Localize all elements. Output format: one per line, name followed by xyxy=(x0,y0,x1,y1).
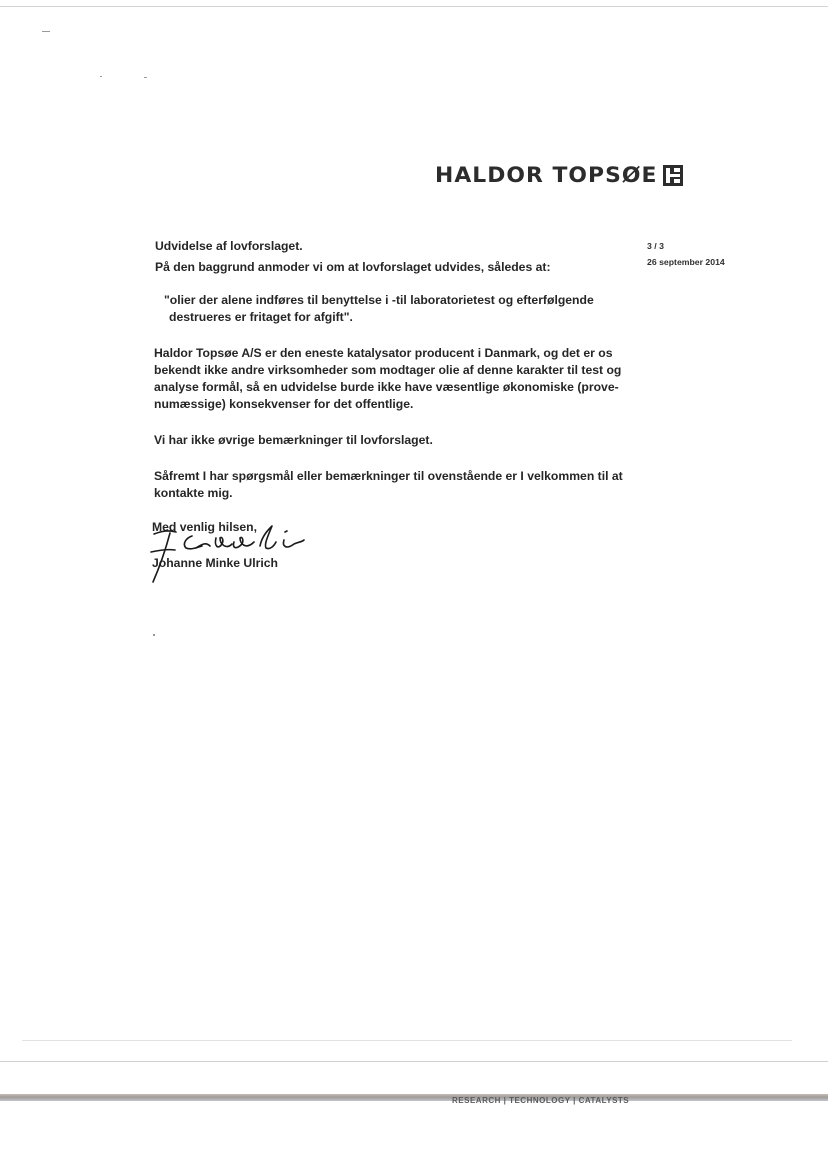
paragraph-line: kontakte mig. xyxy=(154,486,233,500)
section-heading: Udvidelse af lovforslaget. xyxy=(155,239,303,253)
handwritten-signature xyxy=(148,518,308,598)
paragraph-line: På den baggrund anmoder vi om at lovforslaget udvides, således at: xyxy=(155,260,551,274)
footer-rule xyxy=(22,1040,792,1041)
closing-greeting: Med venlig hilsen, xyxy=(152,520,257,534)
paragraph-line: Haldor Topsøe A/S er den eneste katalysator producent i Danmark, og det er os xyxy=(154,346,613,360)
paragraph-line: bekendt ikke andre virksomheder som modtager olie af denne karakter til test og xyxy=(154,363,622,377)
footer-tagline: RESEARCH | TECHNOLOGY | CATALYSTS xyxy=(452,1096,630,1105)
paragraph-line: Såfremt I har spørgsmål eller bemærkninger til ovenstående er I velkommen til at xyxy=(154,469,623,483)
scan-speck xyxy=(42,31,50,32)
letter-date: 26 september 2014 xyxy=(647,257,725,267)
company-logo xyxy=(435,163,683,187)
paragraph-line: Vi har ikke øvrige bemærkninger til lovforslaget. xyxy=(154,433,433,447)
scan-speck xyxy=(153,634,155,636)
paragraph-line: analyse formål, så en udvidelse burde ikke have væsentlige økonomiske (prove- xyxy=(154,380,619,394)
logo-wordmark: HALDOR TOPSØE xyxy=(435,163,658,187)
signer-name: Johanne Minke Ulrich xyxy=(152,556,278,570)
paragraph-line: numæssige) konsekvenser for det offentlige. xyxy=(154,397,414,411)
scan-speck xyxy=(100,76,102,77)
footer-rule xyxy=(0,1061,828,1062)
topsoe-emblem-icon xyxy=(663,165,683,186)
top-edge-rule xyxy=(0,6,828,7)
scan-speck xyxy=(144,77,147,78)
quote-line: destrueres er fritaget for afgift". xyxy=(169,310,353,324)
page-number: 3 / 3 xyxy=(647,241,664,251)
quote-line: "olier der alene indføres til benyttelse i -til laboratorietest og efterfølgende xyxy=(164,293,594,307)
footer-band xyxy=(0,1094,828,1101)
